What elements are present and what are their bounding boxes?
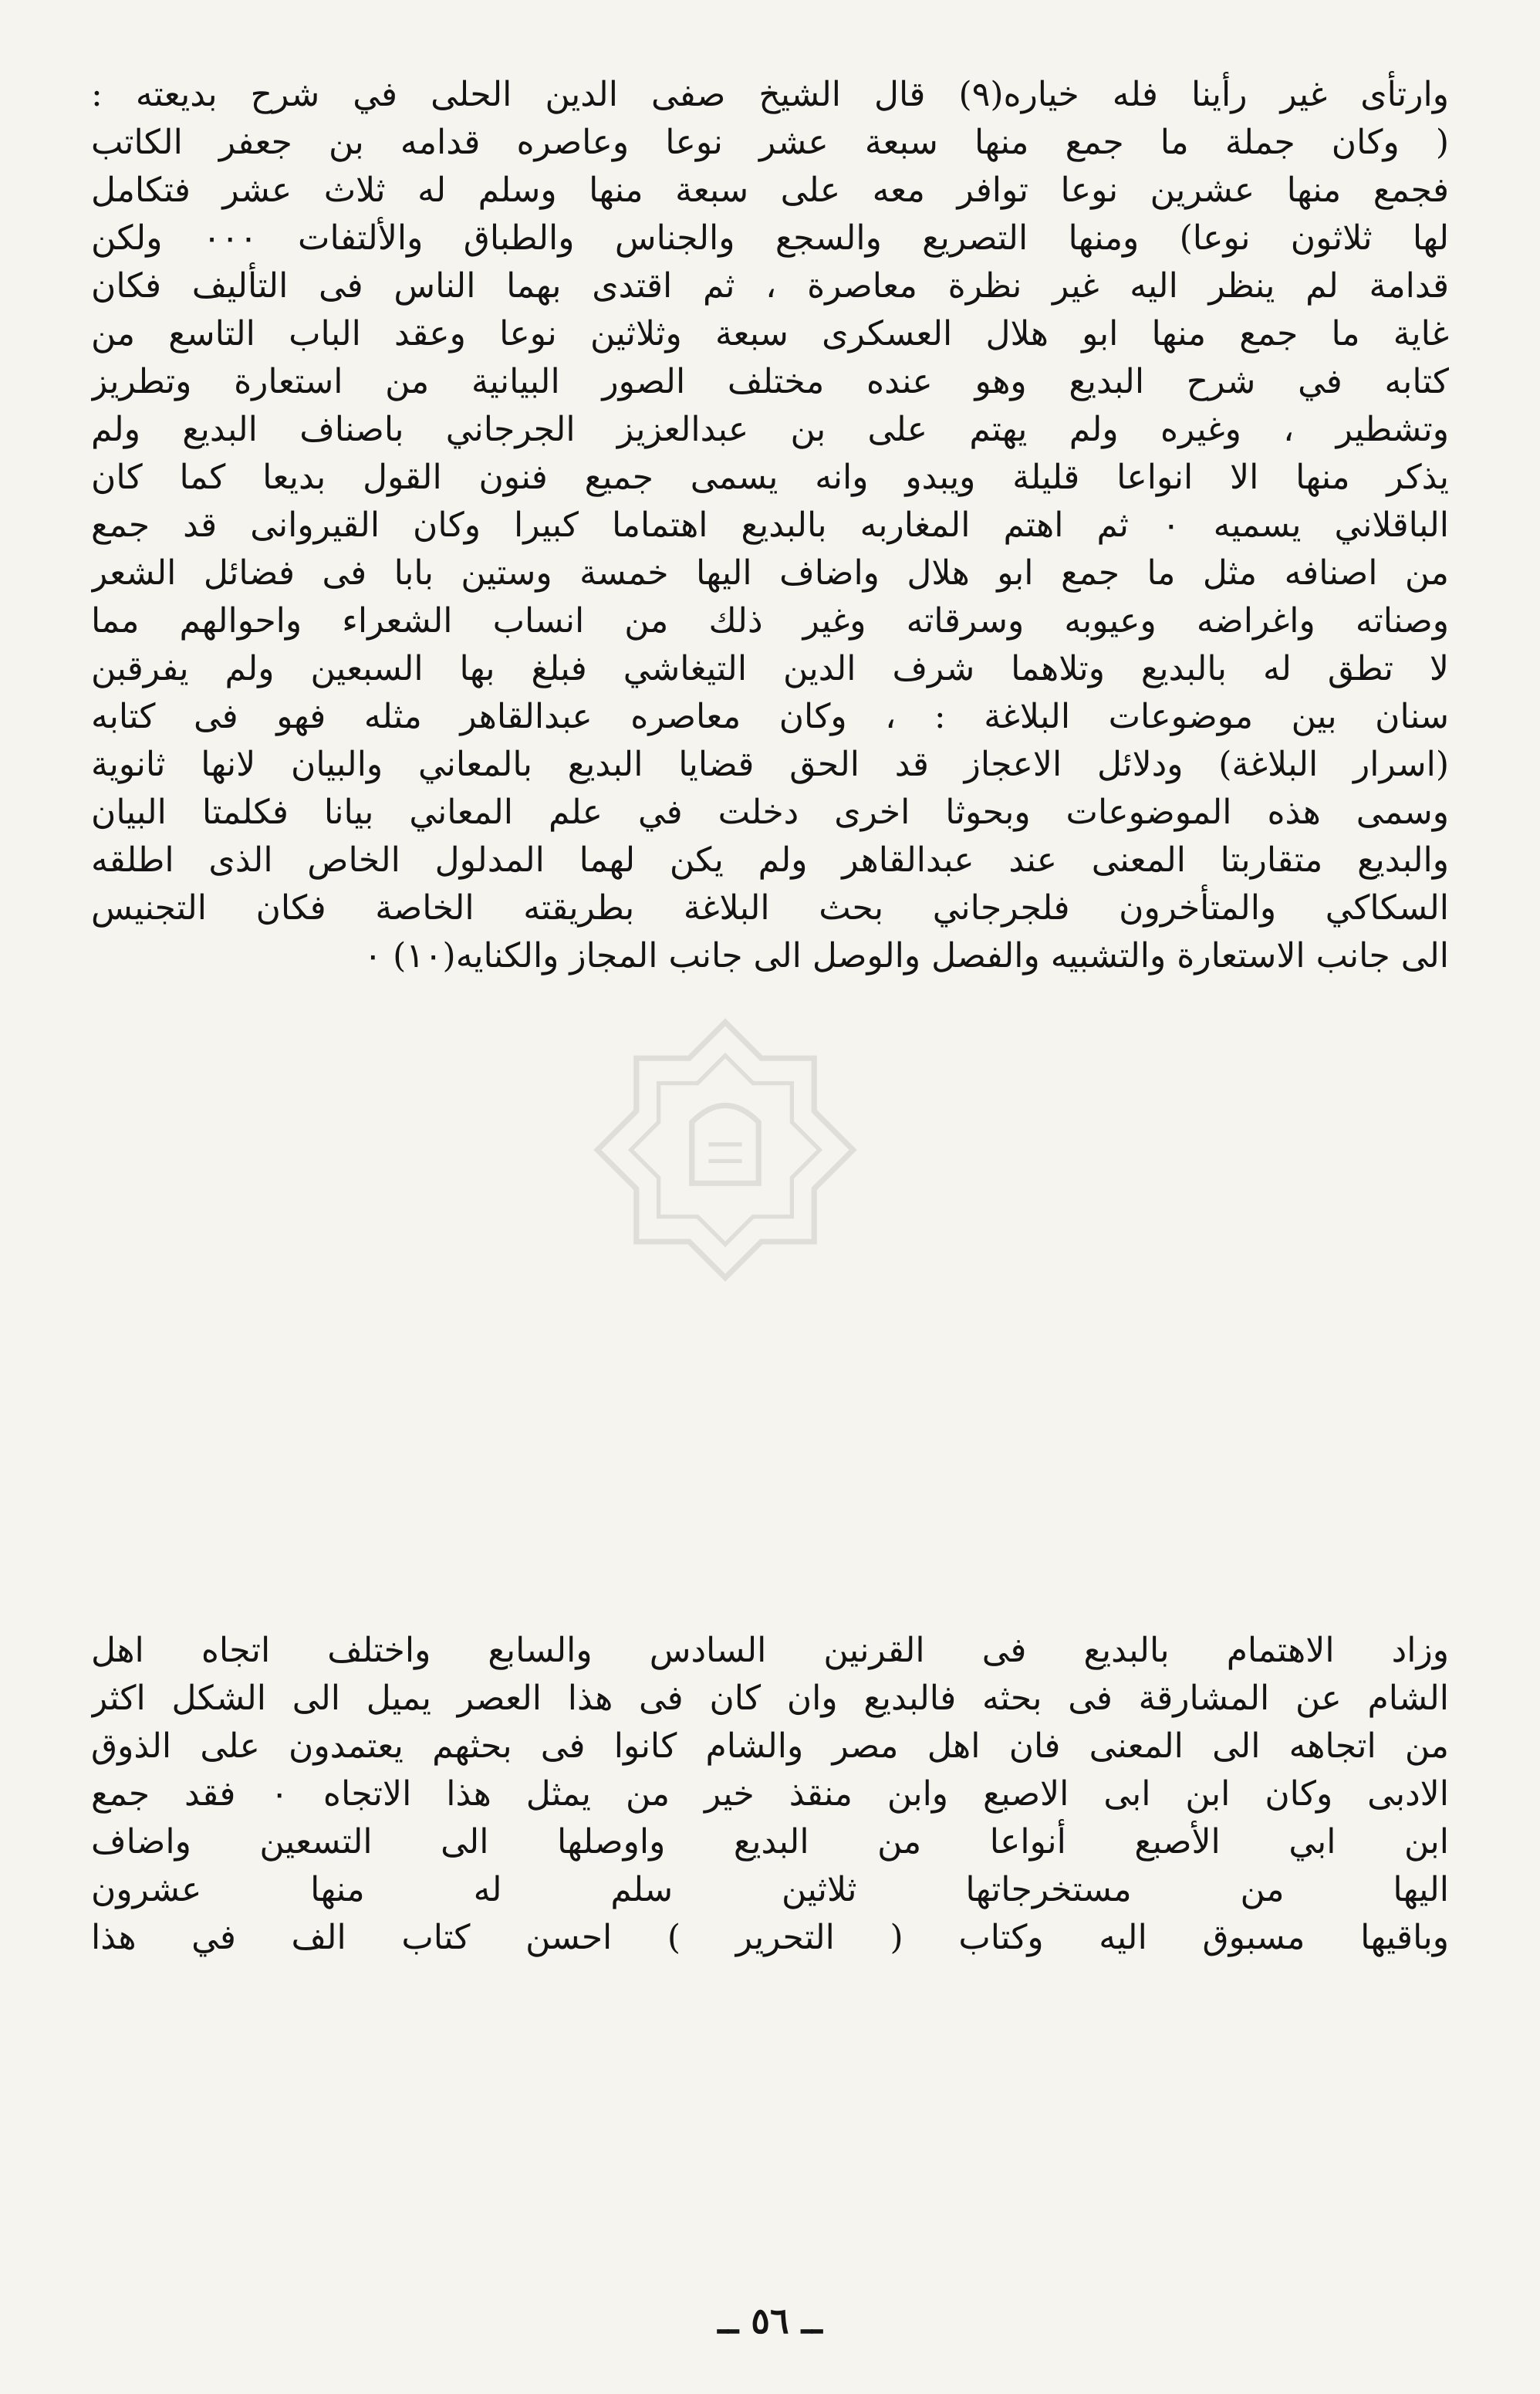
paragraph-2 (91, 1627, 1449, 1962)
text-line: قدامة لم ينظر اليه غير نظرة معاصرة ، ثم اقتدى بهما الناس فى التأليف فكان (91, 266, 1449, 306)
text-line: وزاد الاهتمام بالبديع فى القرنين السادس والسابع واختلف اتجاه اهل (91, 1631, 1449, 1670)
page-number: ــ ٥٦ ــ (718, 2300, 822, 2342)
text-line: وصناته واغراضه وعيوبه وسرقاته وغير ذلك من انساب الشعراء واحوالهم مما (91, 601, 1449, 641)
text-line: فجمع منها عشرين نوعا توافر معه على سبعة منها وسلم له ثلاث عشر فتكامل (91, 171, 1449, 210)
text-line: غاية ما جمع منها ابو هلال العسكرى سبعة وثلاثين نوعا وعقد الباب التاسع من (91, 314, 1449, 353)
text-line: كتابه في شرح البديع وهو عنده مختلف الصور البيانية من استعارة وتطريز (91, 362, 1449, 401)
text-line: وتشطير ، وغيره ولم يهتم على بن عبدالعزيز الجرجاني باصناف البديع ولم (91, 410, 1449, 449)
text-line: ابن ابي الأصبع أنواعا من البديع واوصلها الى التسعين واضاف (91, 1822, 1449, 1861)
text-line: من اتجاهه الى المعنى فان اهل مصر والشام كانوا فى بحثهم يعتمدون على الذوق (91, 1726, 1449, 1766)
library-seal-watermark (586, 1011, 864, 1289)
text-line: وسمى هذه الموضوعات وبحوثا اخرى دخلت في علم المعاني بيانا فكلمتا البيان (91, 793, 1449, 832)
text-line: الشام عن المشارقة فى بحثه فالبديع وان كان فى هذا العصر يميل الى الشكل اكثر (91, 1679, 1449, 1718)
text-line: والبديع متقاربتا المعنى عند عبدالقاهر ولم يكن لهما المدلول الخاص الذى اطلقه (91, 840, 1449, 880)
text-line: لها ثلاثون نوعا) ومنها التصريع والسجع والجناس والطباق والألتفات ٠٠٠ ولكن (91, 218, 1449, 258)
text-line: اليها من مستخرجاتها ثلاثين سلم له منها عشرون (91, 1870, 1449, 1909)
text-line: لا تطق له بالبديع وتلاهما شرف الدين التيغاشي فبلغ بها السبعين ولم يفرقبن (91, 649, 1449, 688)
text-line: الى جانب الاستعارة والتشبيه والفصل والوصل الى جانب المجاز والكنايه(١٠) ٠ (363, 936, 1449, 976)
text-line: وباقيها مسبوق اليه وكتاب ( التحرير ) احسن كتاب الف في هذا (91, 1918, 1449, 1957)
text-line: من اصنافه مثل ما جمع ابو هلال واضاف اليها خمسة وستين بابا فى فضائل الشعر (91, 553, 1449, 593)
text-line: الباقلاني يسميه ٠ ثم اهتم المغاربه بالبديع اهتماما كبيرا وكان القيروانى قد جمع (91, 506, 1449, 545)
text-line: (اسرار البلاغة) ودلائل الاعجاز قد الحق قضايا البديع بالمعاني والبيان لانها ثانوية (91, 745, 1449, 784)
text-line: الادبى وكان ابن ابى الاصبع وابن منقذ خير من يمثل هذا الاتجاه ٠ فقد جمع (91, 1774, 1449, 1814)
text-line: وارتأى غير رأينا فله خياره(٩) قال الشيخ صفى الدين الحلى في شرح بديعته : (91, 75, 1449, 114)
text-line: سنان بين موضوعات البلاغة : ، وكان معاصره عبدالقاهر مثله فهو فى كتابه (91, 697, 1449, 736)
text-line: السكاكي والمتأخرون فلجرجاني بحث البلاغة بطريقته الخاصة فكان التجنيس (91, 888, 1449, 928)
text-line: يذكر منها الا انواعا قليلة ويبدو وانه يسمى جميع فنون القول بديعا كما كان (91, 458, 1449, 497)
paragraph-1 (91, 71, 1449, 980)
text-line: ( وكان جملة ما جمع منها سبعة عشر نوعا وعاصره قدامه بن جعفر الكاتب (91, 123, 1449, 162)
